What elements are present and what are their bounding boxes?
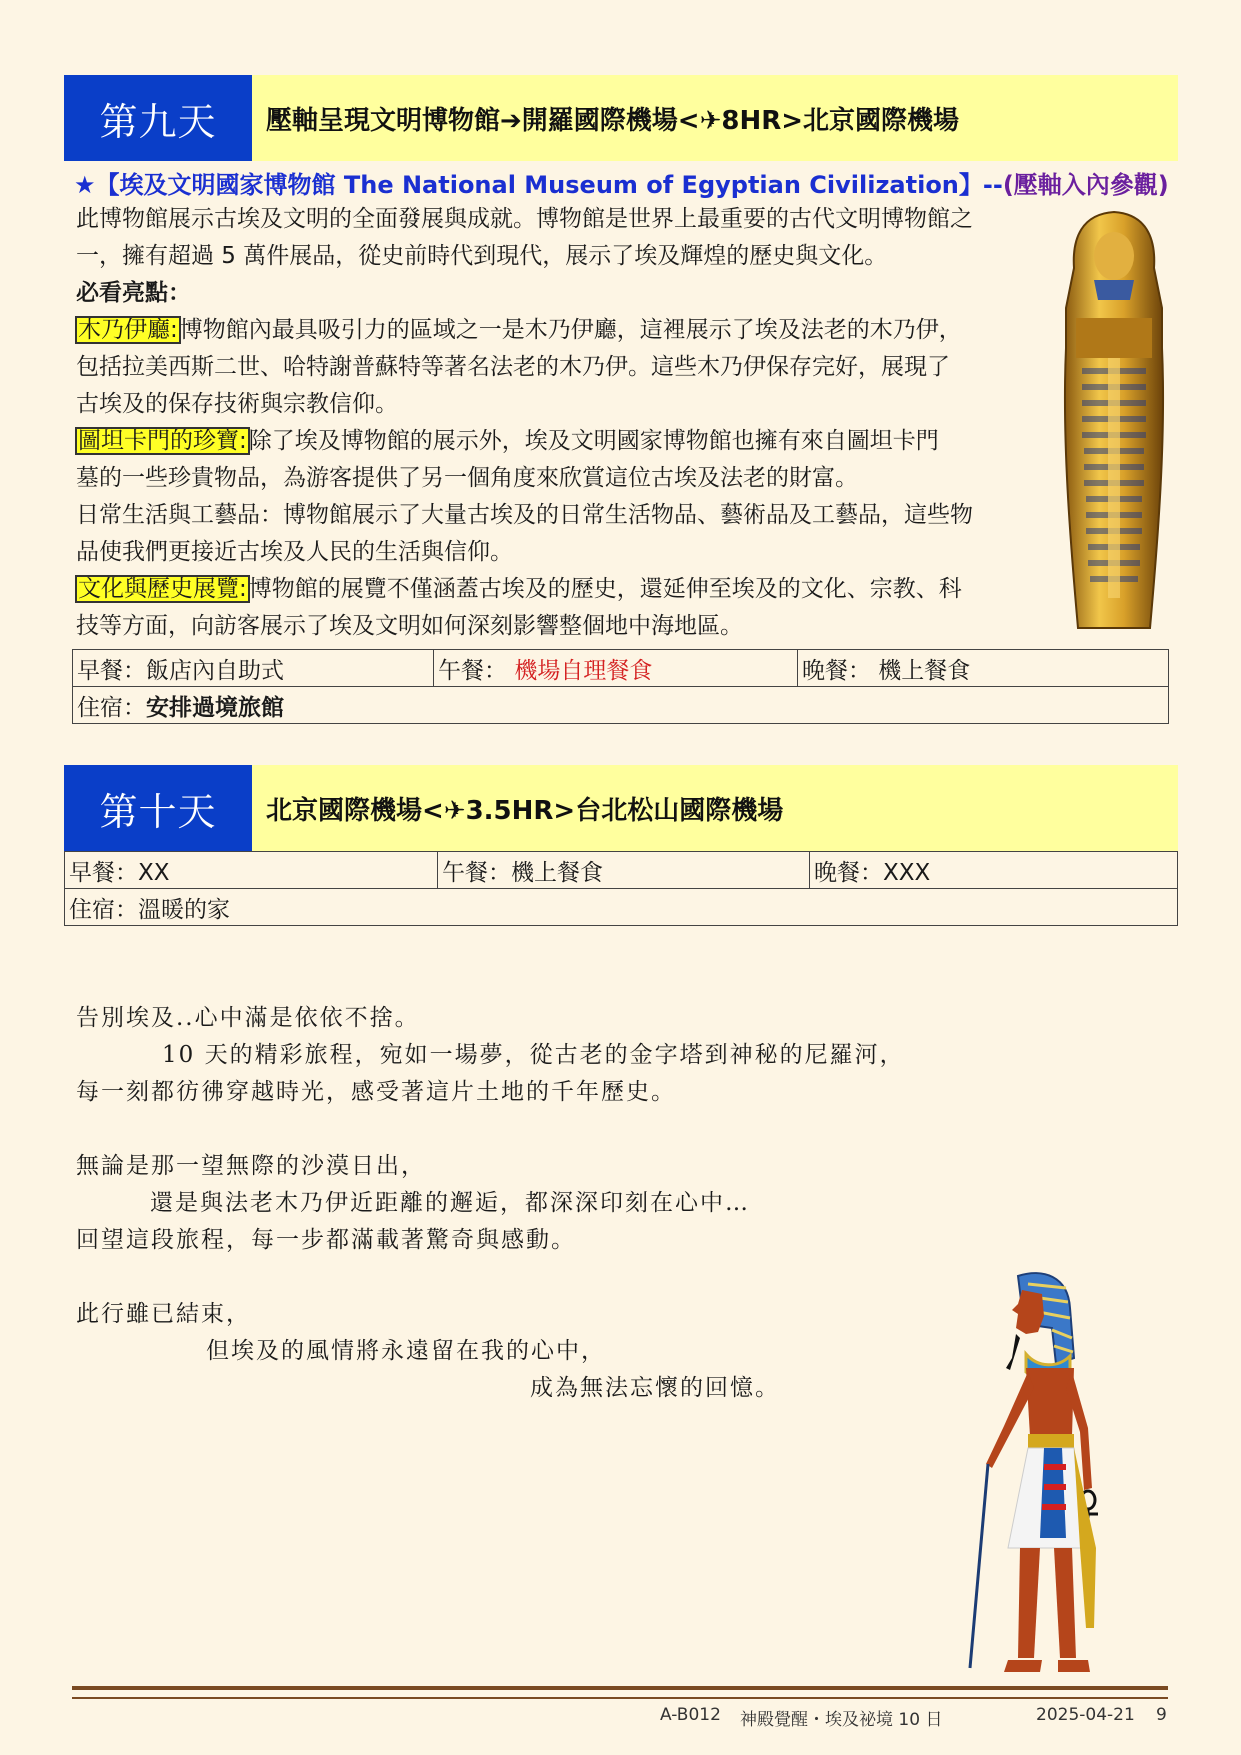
highlight-label-culture-history: 文化與歷史展覽:: [78, 576, 247, 602]
lodging-cell: [73, 687, 1169, 724]
day9-meals-table: [72, 649, 1169, 724]
farewell-line: 還是與法老木乃伊近距離的邂逅，都深深印刻在心中…: [150, 1190, 750, 1216]
lodging-value: 安排過境旅館: [146, 694, 284, 721]
day10-meals-table: [64, 851, 1178, 926]
lunch-value: 機場自理餐食: [514, 657, 653, 684]
table-row: [73, 650, 1169, 687]
highlight-text: 包括拉美西斯二世、哈特謝普蘇特等著名法老的木乃伊。這些木乃伊保存完好，展現了: [76, 354, 950, 380]
table-row: [65, 889, 1178, 926]
day9-description: [76, 201, 1056, 645]
highlight-text: 墓的一些珍貴物品，為游客提供了另一個角度來欣賞這位古埃及法老的財富。: [76, 465, 858, 491]
footer-divider: [72, 1686, 1168, 1699]
footer-date: 2025-04-21: [1036, 1705, 1135, 1725]
day9-label: 第九天: [64, 75, 252, 161]
highlight-label-tutankhamun: 圖坦卡門的珍寶:: [78, 428, 247, 454]
highlight-label-mummy-hall: 木乃伊廳:: [78, 317, 178, 343]
highlight-text: 博物館的展覽不僅涵蓋古埃及的歷史，還延伸至埃及的文化、宗教、科: [248, 576, 962, 602]
farewell-line: 10 天的精彩旅程，宛如一場夢，從古老的金字塔到神秘的尼羅河，: [162, 1042, 905, 1068]
footer-title: 神殿覺醒・埃及祕境 10 日: [740, 1710, 943, 1730]
breakfast-cell: 早餐：XX: [65, 852, 438, 889]
day10-route: 北京國際機場<✈3.5HR>台北松山國際機場: [266, 795, 784, 826]
sarcophagus-image: [1052, 208, 1177, 650]
farewell-message: [76, 1000, 956, 1407]
footer-page-number: 9: [1156, 1705, 1167, 1725]
day9-header: [64, 75, 1178, 161]
attraction-title-text: ★【埃及文明國家博物館 The National Museum of Egyptian Civilization】--: [74, 171, 1003, 199]
farewell-line: 成為無法忘懷的回憶。: [530, 1375, 780, 1401]
lunch-cell: 午餐：機上餐食: [438, 852, 810, 889]
table-row: [65, 852, 1178, 889]
day10-label: 第十天: [64, 765, 252, 851]
intro-line: 此博物館展示古埃及文明的全面發展與成就。博物館是世界上最重要的古代文明博物館之: [76, 206, 973, 232]
highlights-heading: 必看亮點：: [76, 280, 191, 306]
highlight-text: 除了埃及博物館的展示外，埃及文明國家博物館也擁有來自圖坦卡門: [248, 428, 939, 454]
day10-header: [64, 765, 1178, 851]
daily-life-text: 日常生活與工藝品：博物館展示了大量古埃及的日常生活物品、藝術品及工藝品，這些物: [76, 502, 973, 528]
farewell-line: 此行雖已結束，: [76, 1301, 251, 1327]
farewell-line: 回望這段旅程，每一步都滿載著驚奇與感動。: [76, 1227, 576, 1253]
highlight-text: 技等方面，向訪客展示了埃及文明如何深刻影響整個地中海地區。: [76, 613, 743, 639]
day9-route: 壓軸呈現文明博物館➔開羅國際機場<✈8HR>北京國際機場: [266, 105, 960, 136]
lunch-cell: [434, 650, 798, 687]
farewell-line: 每一刻都彷彿穿越時光，感受著這片土地的千年歷史。: [76, 1079, 676, 1105]
pharaoh-figure-image: [948, 1268, 1128, 1688]
farewell-line: 告別埃及..心中滿是依依不捨。: [76, 1005, 420, 1031]
lodging-cell: 住宿：溫暖的家: [65, 889, 1178, 926]
highlight-text: 古埃及的保存技術與宗教信仰。: [76, 391, 398, 417]
daily-life-text: 品使我們更接近古埃及人民的生活與信仰。: [76, 539, 513, 565]
dinner-cell: 晚餐： 機上餐食: [798, 650, 1169, 687]
lodging-label: 住宿：: [77, 694, 146, 721]
farewell-line: 無論是那一望無際的沙漠日出，: [76, 1153, 426, 1179]
table-row: [73, 687, 1169, 724]
attraction-title: [74, 165, 1169, 200]
attraction-note: (壓軸入內參觀): [1002, 171, 1169, 199]
lunch-label: 午餐：: [438, 657, 507, 684]
highlight-text: 博物館內最具吸引力的區域之一是木乃伊廳，這裡展示了埃及法老的木乃伊，: [179, 317, 962, 343]
dinner-cell: 晚餐：XXX: [810, 852, 1178, 889]
farewell-line: 但埃及的風情將永遠留在我的心中，: [206, 1338, 606, 1364]
breakfast-cell: 早餐：飯店內自助式: [73, 650, 434, 687]
intro-line: 一，擁有超過 5 萬件展品，從史前時代到現代，展示了埃及輝煌的歷史與文化。: [76, 243, 888, 269]
footer-code: A-B012: [660, 1705, 721, 1725]
